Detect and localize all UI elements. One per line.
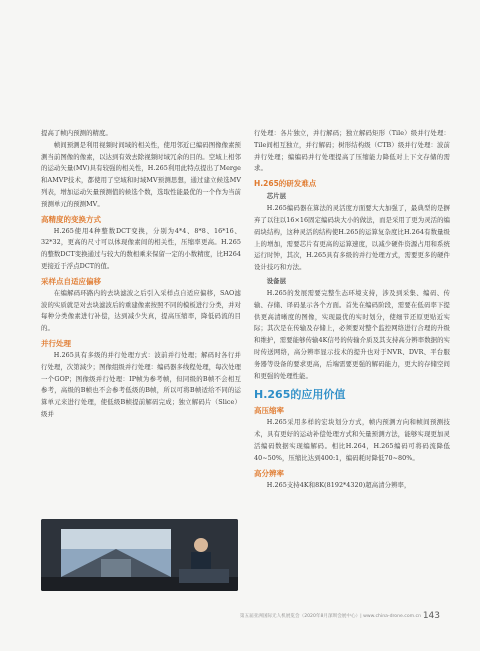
section-heading: 采样点自适应偏移 <box>41 276 101 286</box>
paragraph: 帧间预测是利用视频时间域的相关性，使用邻近已编码图像像素预测当前图像的像素，以达到有效去除视频时域冗余的目的。空域上相邻的运动矢量(MV)具有较强的相关性，H.265利用此特点提出了Merge和AMVP技术，都使用了空域和时域MV预测思想，通过建立候选MV列表，增加运动矢量预测值的候选个数，选取性能最优的一个作为当前预测单元的预测MV。 <box>41 140 241 208</box>
section-heading: 芯片层 <box>266 192 286 201</box>
section-heading: 高精度的变换方式 <box>41 214 101 224</box>
right-column <box>254 128 450 491</box>
section-heading: 高分辨率 <box>254 468 284 478</box>
section-heading: H.265的应用价值 <box>254 388 346 402</box>
paragraph: 行处理：各片独立，并行解码；独立解码矩形（Tile）级并行处理：Tile间相互独立，并行解码；树形结构级（CTB）级并行处理：波前并行处理；编编码并行处理提高了压缩能力降低对上下文存储的需求。 <box>254 129 450 173</box>
paragraph: H.265采用多样的宏块划分方式，帧内预测方向和帧间预测技术，具有更好的运动补偿处理方式和矢量预测方法，能够实现更加灵活编码数据实现编解码。相比H.264，H.265编码可将码流降低40~50%，压缩比达到400:1，编码耗时降低70~80%。 <box>254 418 450 462</box>
presentation-photo <box>41 519 238 591</box>
page-number: 143 <box>422 611 440 621</box>
paragraph: H.265使用4种整数DCT变换，分别为4*4、8*8、16*16、32*32，更高的尺寸可以体现像素间的相关性，压缩率更高。H.265的整数DCT变换通过与较大的数相乘来保留一定的小数精度，比H264更接近于浮点DCT的值。 <box>41 226 241 270</box>
footer-text: 第五届亚洲国际无人机展览会（2020年8月深圳会展中心）| www.china-drone.com.cn <box>239 614 421 619</box>
paragraph: H.265具有多级的并行处理方式：波前并行处理；解码时各行并行处理，次第減少；图像组级并行处理：编码器多线程处理，每次处理一个GOP；图像级并行处理：IP帧为参考帧，但同级的B帧不会相互参考，高级的B帧也不会参考低级的B帧，所以可将B帧适给不同的运算单元来进行处理，使低级B帧提前解码完成；独立解码片（Slice）级并 <box>41 350 241 418</box>
left-column <box>41 128 241 421</box>
section-heading: 并行处理 <box>41 338 71 348</box>
paragraph: H.265编码器在算法的灵活度方面要大大加强了，最典型的是摒弃了以往以16×16固定编码块大小的做法，而是采用了更为灵活的编码块结构，这种灵活的结构使H.265的运算复杂度比H.264有数量级上的增加，需要芯片有更高的运算速度，以减少硬件资源占用和系统运行时钟，其次，H.265具有多级的并行处理方式，需要更多的硬件设计技巧和方法。 <box>254 204 450 272</box>
paragraph: 在编解码环路内的去块滤波之后引入采样点自适应偏移，SAO滤波的实质就是对去块滤波后的重建像素按照不同的模板进行分类，并对每种分类像素进行补偿，达到减少失真，提高压缩率，降低码流的目的。 <box>41 288 241 333</box>
section-heading: 高压缩率 <box>254 406 284 416</box>
paragraph: H.265支持4K和8K(8192*4320)超高清分辨率， <box>266 480 411 489</box>
page-footer <box>0 611 480 625</box>
conference-stage-image <box>41 519 238 591</box>
section-heading: H.265的研发难点 <box>254 179 317 189</box>
paragraph: 提高了帧内预测的精度。 <box>41 129 112 137</box>
section-heading: 设备层 <box>266 276 286 285</box>
paragraph: H.265的发展需要完整生态环境支持，涉及到采集、编码、传输、存储、译码显示各个方面。首先在编码阶段，需要在低码率下提供更高清晰度的图像，实现最优的实时划分，使细节还原更贴近实际；其次是在传输及存储上，必须要对整个监控网络进行合理的升级和维护，需要能够传输4K信号的传输介质及其支持高分辨率数据的实时传送网络，高分辨率显示技术的提升也对于NVR、DVR、平台服务器等设备的要求更高，后端需要更强的解码能力，更大的存储空间和更强的处理性能。 <box>254 288 450 380</box>
